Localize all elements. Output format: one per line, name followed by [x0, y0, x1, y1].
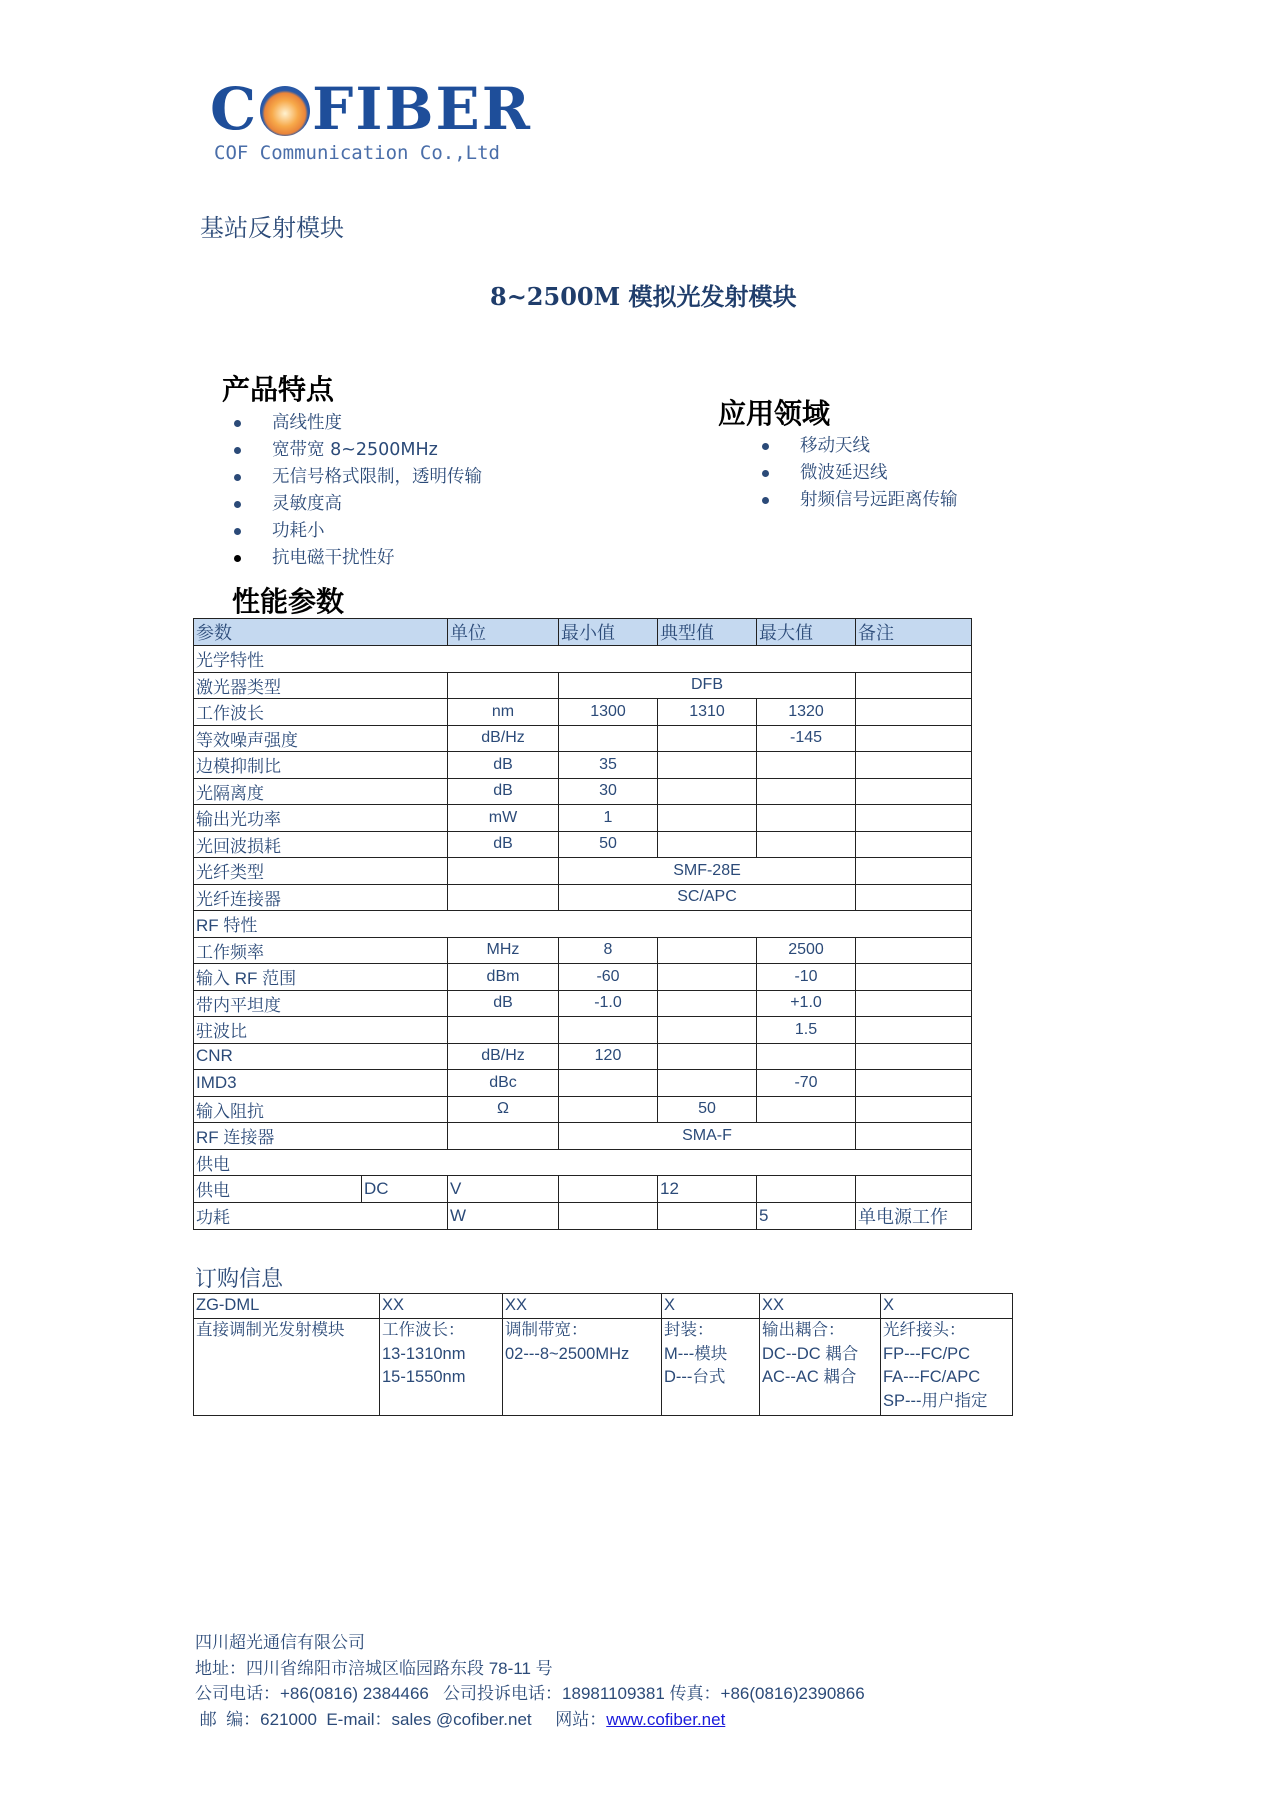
table-row: [194, 672, 972, 699]
bullet-icon: [234, 501, 241, 508]
header-param: 参数: [194, 619, 448, 646]
table-row: [194, 990, 972, 1017]
code-row: [194, 1294, 1013, 1319]
min-cell: [559, 1202, 658, 1229]
unit-cell: [448, 858, 559, 885]
website-link[interactable]: www.cofiber.net: [606, 1709, 726, 1729]
max-cell: -70: [757, 1070, 856, 1097]
unit-cell: dB: [448, 990, 559, 1017]
header-min: 最小值: [559, 619, 658, 646]
unit-cell: MHz: [448, 937, 559, 964]
table-row: [194, 831, 972, 858]
table-row: [194, 805, 972, 832]
unit-cell: nm: [448, 699, 559, 726]
typ-cell: [658, 937, 757, 964]
bullet-icon: [762, 443, 769, 450]
max-cell: [757, 1176, 856, 1203]
max-cell: 2500: [757, 937, 856, 964]
note-cell: [856, 1176, 972, 1203]
value-span-cell: SMF-28E: [559, 858, 856, 885]
min-cell: [559, 725, 658, 752]
param-cell: 供电: [194, 1176, 362, 1203]
header-typ: 典型值: [658, 619, 757, 646]
header-max: 最大值: [757, 619, 856, 646]
table-row: [194, 1096, 972, 1123]
min-cell: -1.0: [559, 990, 658, 1017]
list-item: [762, 460, 1062, 487]
section-row: [194, 911, 972, 938]
applications-heading: 应用领域: [718, 397, 831, 430]
min-cell: [559, 1017, 658, 1044]
table-row: [194, 937, 972, 964]
max-cell: 5: [757, 1202, 856, 1229]
param-cell: 输出光功率: [194, 805, 448, 832]
max-cell: [757, 778, 856, 805]
code-cell: X: [662, 1294, 760, 1319]
code-cell: X: [881, 1294, 1013, 1319]
option-label: 调制带宽：: [505, 1321, 588, 1339]
company-logo: [210, 75, 550, 164]
category-label: 基站反射模块: [200, 214, 344, 242]
max-cell: 1320: [757, 699, 856, 726]
param-cell: 带内平坦度: [194, 990, 448, 1017]
typ-cell: [658, 1070, 757, 1097]
ordering-heading: 订购信息: [195, 1267, 284, 1292]
bullet-icon: [762, 497, 769, 504]
unit-cell: [448, 672, 559, 699]
table-row: [194, 884, 972, 911]
min-cell: -60: [559, 964, 658, 991]
option-item: SP---用户指定: [883, 1391, 988, 1410]
header-unit: 单位: [448, 619, 559, 646]
typ-cell: [658, 964, 757, 991]
code-cell: XX: [760, 1294, 881, 1319]
table-row: [194, 964, 972, 991]
typ-cell: 1310: [658, 699, 757, 726]
list-item: [234, 518, 634, 545]
value-span-cell: SC/APC: [559, 884, 856, 911]
description-row: [194, 1319, 1013, 1416]
option-item: M---模块: [664, 1344, 728, 1363]
param-cell: 边模抑制比: [194, 752, 448, 779]
bullet-icon: [234, 555, 241, 562]
max-cell: [757, 752, 856, 779]
bandwidth-options-cell: [503, 1319, 662, 1416]
list-item: [234, 410, 634, 437]
max-cell: [757, 1043, 856, 1070]
features-heading: 产品特点: [222, 373, 335, 406]
table-row: [194, 752, 972, 779]
max-cell: -145: [757, 725, 856, 752]
option-item: 02---8~2500MHz: [505, 1344, 630, 1363]
coupling-options-cell: [760, 1319, 881, 1416]
logo-letters-fiber: FIBER: [312, 75, 532, 143]
min-cell: 50: [559, 831, 658, 858]
list-item-text: 微波延迟线: [800, 463, 888, 483]
value-span-cell: DFB: [559, 672, 856, 699]
table-row: [194, 699, 972, 726]
sub-param-cell: DC: [362, 1176, 448, 1203]
unit-cell: [448, 884, 559, 911]
code-cell: ZG-DML: [194, 1294, 380, 1319]
list-item-text: 抗电磁干扰性好: [272, 548, 395, 568]
list-item-text: 功耗小: [272, 521, 325, 541]
unit-cell: dB/Hz: [448, 725, 559, 752]
option-label: 输出耦合：: [762, 1321, 845, 1339]
section-row: [194, 1149, 972, 1176]
note-cell: [856, 1017, 972, 1044]
param-cell: 驻波比: [194, 1017, 448, 1044]
max-cell: [757, 831, 856, 858]
option-item: FA---FC/APC: [883, 1368, 981, 1386]
param-cell: 输入阻抗: [194, 1096, 448, 1123]
typ-cell: [658, 1202, 757, 1229]
bullet-icon: [234, 474, 241, 481]
note-cell: [856, 805, 972, 832]
param-cell: 光纤类型: [194, 858, 448, 885]
typ-cell: [658, 778, 757, 805]
param-cell: RF 连接器: [194, 1123, 448, 1150]
param-cell: 等效噪声强度: [194, 725, 448, 752]
min-cell: 1300: [559, 699, 658, 726]
note-cell: [856, 1070, 972, 1097]
note-cell: [856, 937, 972, 964]
param-cell: CNR: [194, 1043, 448, 1070]
max-cell: -10: [757, 964, 856, 991]
option-label: 工作波长：: [382, 1321, 465, 1339]
unit-cell: dB: [448, 752, 559, 779]
code-cell: XX: [380, 1294, 503, 1319]
typ-cell: [658, 805, 757, 832]
min-cell: 30: [559, 778, 658, 805]
package-options-cell: [662, 1319, 760, 1416]
note-cell: [856, 964, 972, 991]
note-cell: [856, 1123, 972, 1150]
list-item: [234, 464, 634, 491]
typ-cell: [658, 725, 757, 752]
value-span-cell: SMA-F: [559, 1123, 856, 1150]
option-item: 15-1550nm: [382, 1368, 466, 1386]
table-row: [194, 1043, 972, 1070]
bullet-icon: [234, 528, 241, 535]
performance-table: [193, 618, 972, 1230]
unit-cell: [448, 1017, 559, 1044]
max-cell: [757, 1096, 856, 1123]
table-row: [194, 1202, 972, 1229]
logo-subtitle: COF Communication Co.,Ltd: [214, 142, 500, 164]
note-cell: [856, 1043, 972, 1070]
list-item: [234, 491, 634, 518]
section-row: [194, 646, 972, 673]
min-cell: 120: [559, 1043, 658, 1070]
option-item: 13-1310nm: [382, 1344, 466, 1363]
header-note: 备注: [856, 619, 972, 646]
list-item-text: 灵敏度高: [272, 494, 342, 514]
section-rf: RF 特性: [194, 911, 972, 938]
typ-cell: [658, 990, 757, 1017]
unit-cell: W: [448, 1202, 559, 1229]
option-label: 光纤接头：: [883, 1321, 966, 1339]
document-title: 8~2500M 模拟光发射模块: [490, 282, 797, 311]
list-item: [762, 433, 1062, 460]
option-label: 封装：: [664, 1321, 714, 1339]
company-name: 四川超光通信有限公司: [195, 1633, 365, 1652]
unit-cell: V: [448, 1176, 559, 1203]
param-cell: 光隔离度: [194, 778, 448, 805]
list-item: [234, 545, 634, 572]
typ-cell: [658, 1017, 757, 1044]
section-power: 供电: [194, 1149, 972, 1176]
min-cell: 35: [559, 752, 658, 779]
company-address: 地址：四川省绵阳市涪城区临园路东段 78-11 号: [195, 1658, 553, 1678]
param-cell: 光纤连接器: [194, 884, 448, 911]
note-cell: [856, 831, 972, 858]
list-item-text: 宽带宽 8~2500MHz: [272, 440, 438, 460]
list-item: [762, 487, 1062, 514]
param-cell: 功耗: [194, 1202, 448, 1229]
note-cell: [856, 778, 972, 805]
table-row: [194, 1017, 972, 1044]
param-cell: 工作波长: [194, 699, 448, 726]
code-cell: XX: [503, 1294, 662, 1319]
max-cell: [757, 805, 856, 832]
unit-cell: dBc: [448, 1070, 559, 1097]
footer-contact: [195, 1630, 865, 1732]
bullet-icon: [762, 470, 769, 477]
option-item: AC--AC 耦合: [762, 1368, 857, 1386]
option-item: DC--DC 耦合: [762, 1344, 859, 1363]
min-cell: 1: [559, 805, 658, 832]
table-row: [194, 858, 972, 885]
logo-letter-c: C: [210, 75, 259, 143]
typ-cell: [658, 752, 757, 779]
min-cell: 8: [559, 937, 658, 964]
list-item-text: 移动天线: [800, 436, 870, 456]
unit-cell: mW: [448, 805, 559, 832]
unit-cell: [448, 1123, 559, 1150]
param-cell: 工作频率: [194, 937, 448, 964]
param-cell: 输入 RF 范围: [194, 964, 448, 991]
note-cell: [856, 725, 972, 752]
min-cell: [559, 1096, 658, 1123]
postal-email-line: [195, 1707, 865, 1733]
min-cell: [559, 1176, 658, 1203]
table-header-row: [194, 619, 972, 646]
param-cell: IMD3: [194, 1070, 448, 1097]
bullet-icon: [234, 447, 241, 454]
postal-email-text: 邮 编：621000 E-mail：sales @cofiber.net 网站：: [195, 1709, 607, 1729]
wavelength-options-cell: [380, 1319, 503, 1416]
option-item: D---台式: [664, 1368, 726, 1386]
unit-cell: dBm: [448, 964, 559, 991]
ordering-table: [193, 1293, 1013, 1416]
typ-cell: 50: [658, 1096, 757, 1123]
note-cell: [856, 672, 972, 699]
note-cell: [856, 858, 972, 885]
note-cell: [856, 699, 972, 726]
note-cell: [856, 990, 972, 1017]
product-name: 直接调制光发射模块: [196, 1321, 345, 1339]
unit-cell: dB/Hz: [448, 1043, 559, 1070]
applications-list: [762, 433, 1062, 514]
list-item: [234, 437, 634, 464]
performance-heading: 性能参数: [232, 585, 345, 618]
param-cell: 激光器类型: [194, 672, 448, 699]
connector-options-cell: [881, 1319, 1013, 1416]
table-row: [194, 1070, 972, 1097]
company-phones: 公司电话：+86(0816) 2384466 公司投诉电话：18981109381 传真：+86(0816)2390866: [195, 1684, 865, 1703]
product-name-cell: [194, 1319, 380, 1416]
unit-cell: dB: [448, 831, 559, 858]
max-cell: 1.5: [757, 1017, 856, 1044]
unit-cell: dB: [448, 778, 559, 805]
note-cell: 单电源工作: [856, 1202, 972, 1229]
table-row: [194, 1176, 972, 1203]
logo-wordmark: [210, 75, 550, 143]
features-list: [234, 410, 634, 572]
table-row: [194, 778, 972, 805]
note-cell: [856, 752, 972, 779]
table-row: [194, 725, 972, 752]
table-row: [194, 1123, 972, 1150]
option-item: FP---FC/PC: [883, 1344, 971, 1363]
list-item-text: 高线性度: [272, 413, 342, 433]
max-cell: +1.0: [757, 990, 856, 1017]
unit-cell: Ω: [448, 1096, 559, 1123]
typ-cell: [658, 831, 757, 858]
sun-fiber-icon: [260, 86, 310, 136]
list-item-text: 射频信号远距离传输: [800, 490, 958, 510]
note-cell: [856, 1096, 972, 1123]
min-cell: [559, 1070, 658, 1097]
bullet-icon: [234, 420, 241, 427]
typ-cell: [658, 1043, 757, 1070]
typ-cell: 12: [658, 1176, 757, 1203]
param-cell: 光回波损耗: [194, 831, 448, 858]
list-item-text: 无信号格式限制，透明传输: [272, 467, 482, 487]
note-cell: [856, 884, 972, 911]
section-optical: 光学特性: [194, 646, 972, 673]
